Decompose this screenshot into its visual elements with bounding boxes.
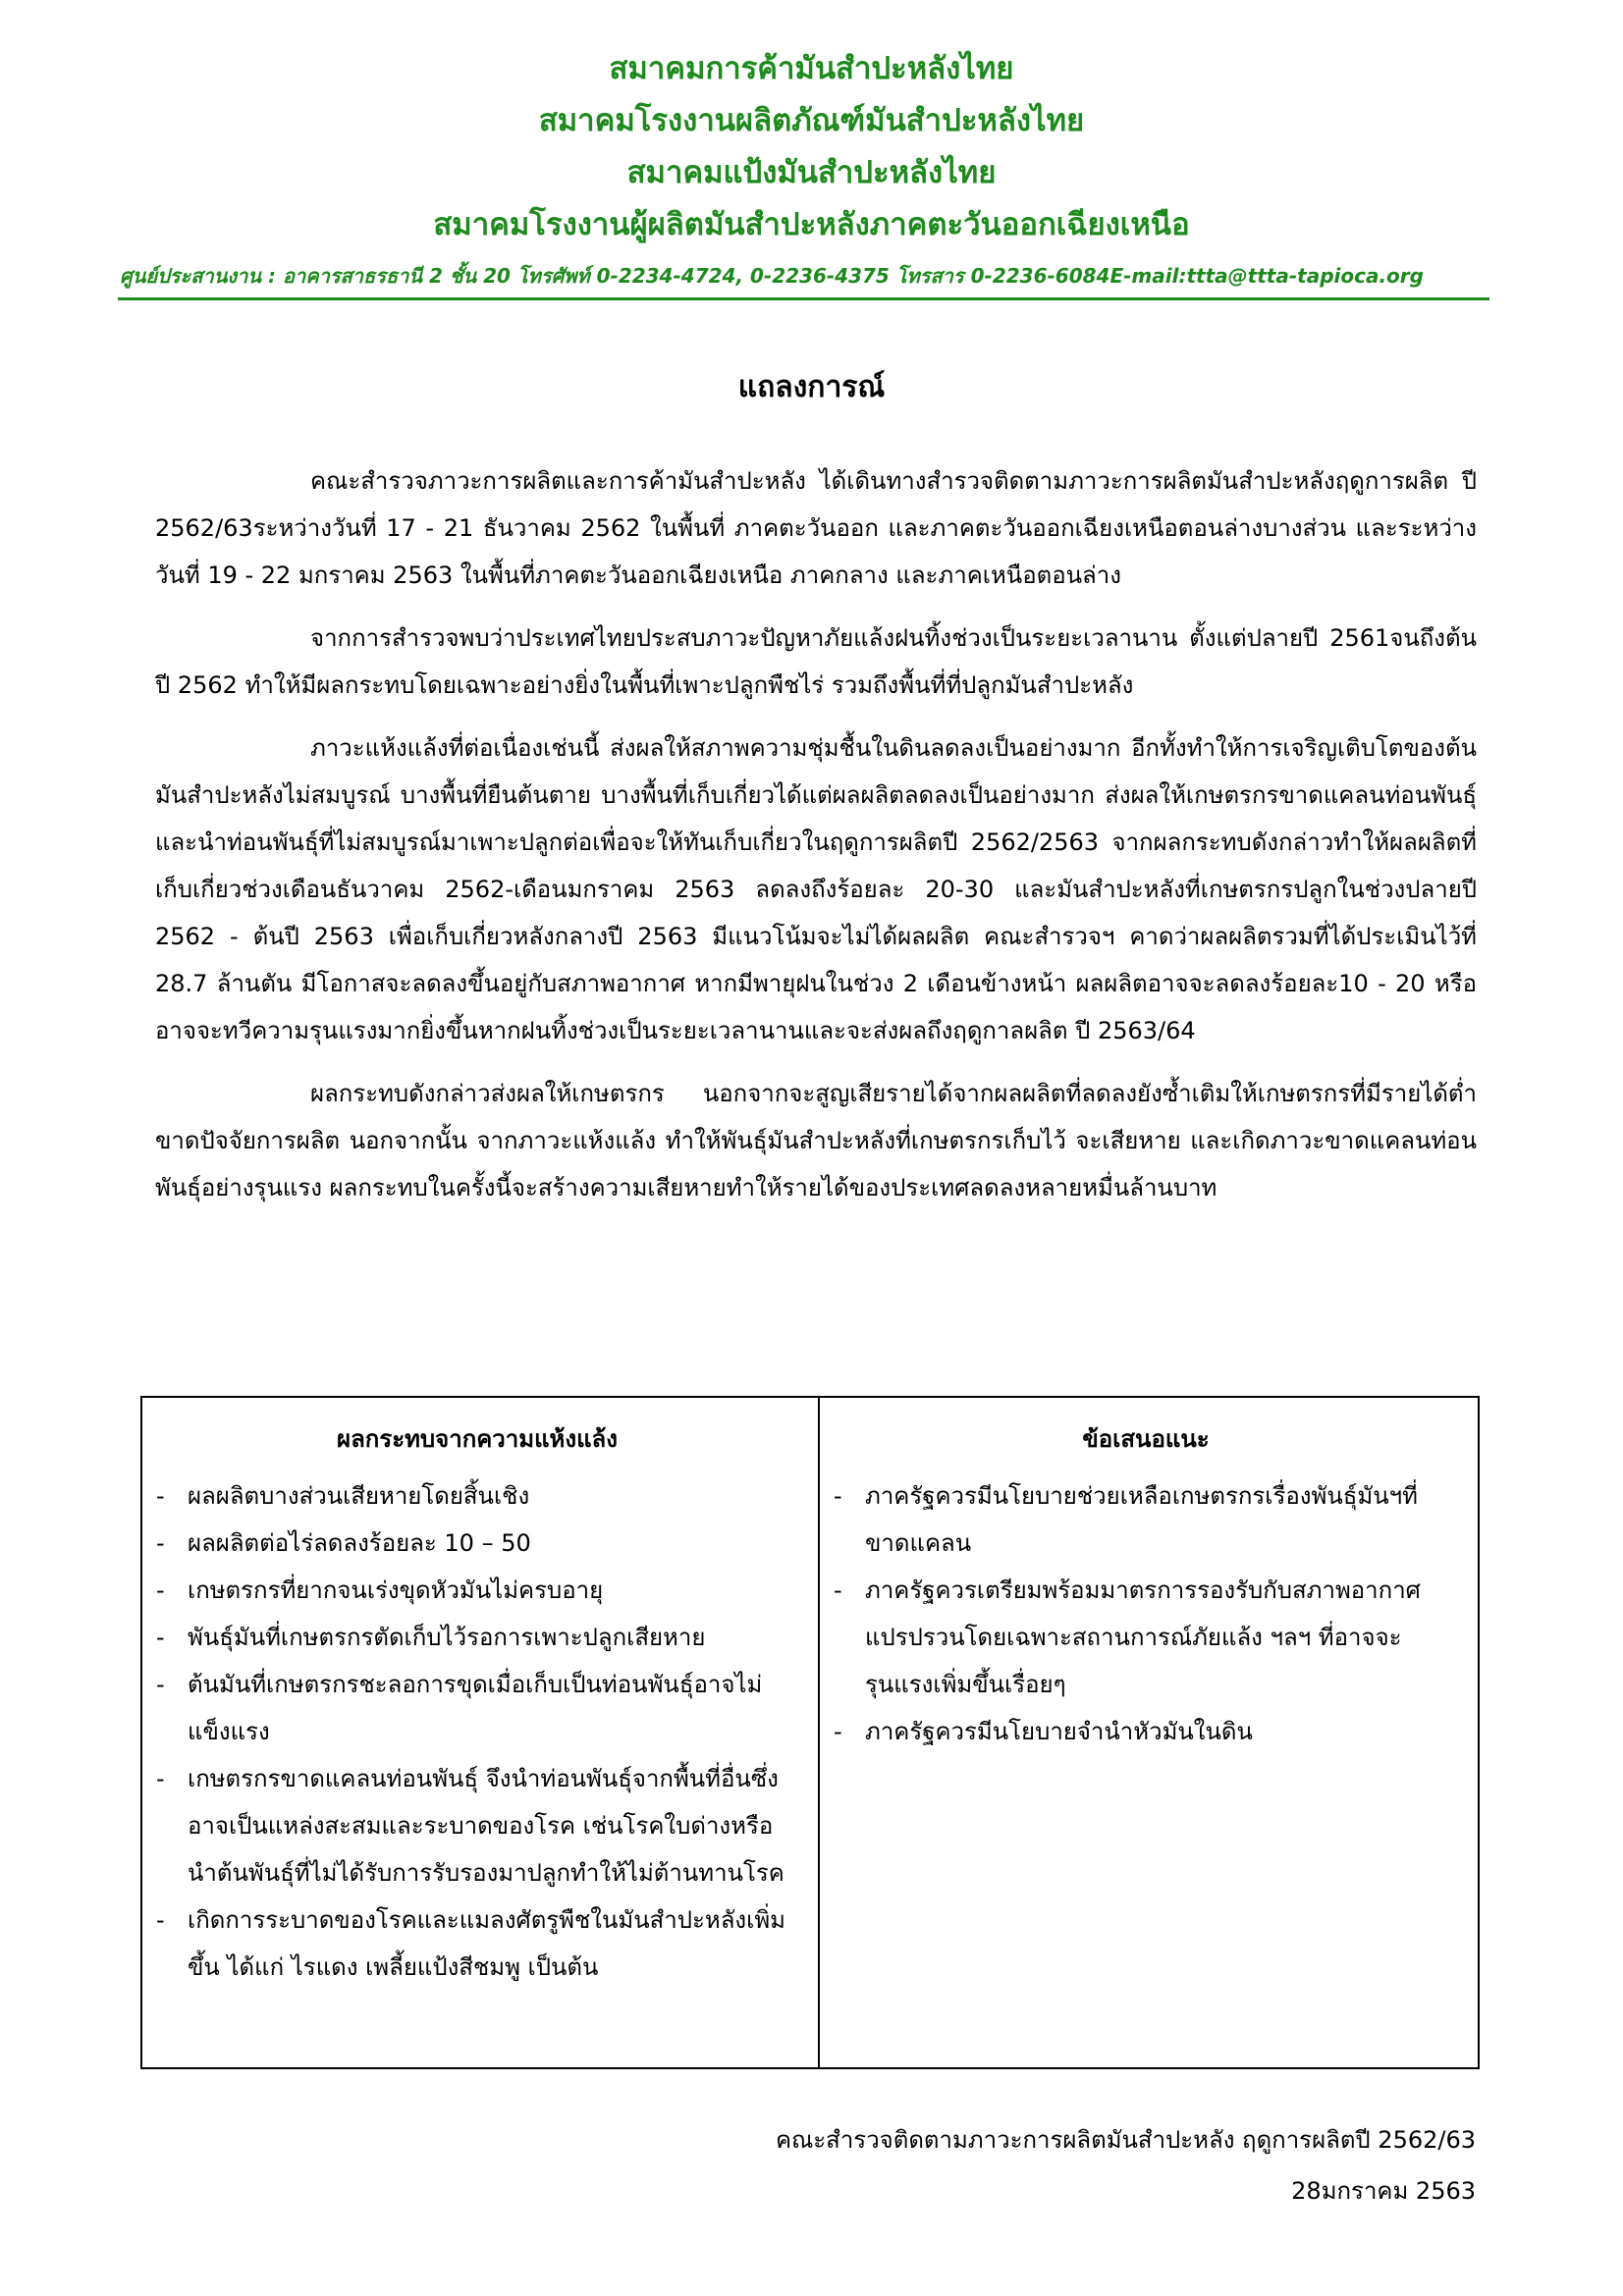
list-item xyxy=(156,1896,798,1991)
recommendation-column xyxy=(820,1398,1478,2067)
impact-column xyxy=(142,1398,820,2067)
association-name-4: สมาคมโรงงานผู้ผลิตมันสำปะหลังภาคตะวันออกเฉียงเหนือ xyxy=(433,207,1190,242)
list-item xyxy=(834,1708,1458,1755)
impact-text: ต้นมันที่เกษตรกรชะลอการขุดเมื่อเก็บเป็นท่อนพันธุ์อาจไม่แข็งแรง xyxy=(188,1671,763,1745)
dash-bullet: - xyxy=(156,1529,165,1557)
association-name-3: สมาคมแป้งมันสำปะหลังไทย xyxy=(626,155,997,190)
list-item xyxy=(156,1567,798,1614)
dash-bullet: - xyxy=(156,1671,165,1698)
impact-recommendation-table xyxy=(140,1396,1480,2069)
list-item xyxy=(156,1520,798,1567)
paragraph-3: ภาวะแห้งแล้งที่ต่อเนื่องเช่นนี้ ส่งผลให้สภาพความชุ่มชื้นในดินลดลงเป็นอย่างมาก อีกทั้งทำให้การเจริญเติบโตของต้นมันสำปะหลังไม่สมบูรณ์ บางพื้นที่ยืนต้นตาย บางพื้นที่เก็บเกี่ยวได้แต่ผลผลิตลดลงเป็นอย่างมาก ส่งผลให้เกษตรกรขาดแคลนท่อนพันธุ์และนำท่อนพันธุ์ที่ไม่สมบูรณ์มาเพาะปลูกต่อเพื่อจะให้ทันเก็บเกี่ยวในฤดูการผลิตปี 2562/2563 จากผลกระทบดังกล่าวทำให้ผลผลิตที่เก็บเกี่ยวช่วงเดือนธันวาคม 2562-เดือนมกราคม 2563 ลดลงถึงร้อยละ 20-30 และมันสำปะหลังที่เกษตรกรปลูกในช่วงปลายปี 2562 - ต้นปี 2563 เพื่อเก็บเกี่ยวหลังกลางปี 2563 มีแนวโน้มจะไม่ได้ผลผลิต คณะสำรวจฯ คาดว่าผลผลิตรวมที่ได้ประเมินไว้ที่ 28.7 ล้านตัน มีโอกาสจะลดลงขึ้นอยู่กับสภาพอากาศ หากมีพายุฝนในช่วง 2 เดือนข้างหน้า ผลผลิตอาจจะลดลงร้อยละ10 - 20 หรืออาจจะทวีความรุนแรงมากยิ่งขึ้นหากฝนทิ้งช่วงเป็นระยะเวลานานและจะส่งผลถึงฤดูกาลผลิต ปี 2563/64 xyxy=(155,734,1477,1044)
paragraph-4: ผลกระทบดังกล่าวส่งผลให้เกษตรกร นอกจากจะสูญเสียรายได้จากผลผลิตที่ลดลงยังซ้ำเติมให้เกษตรกรที่มีรายได้ต่ำขาดปัจจัยการผลิต นอกจากนั้น จากภาวะแห้งแล้ง ทำให้พันธุ์มันสำปะหลังที่เกษตรกรเก็บไว้ จะเสียหาย และเกิดภาวะขาดแคลนท่อนพันธุ์อย่างรุนแรง ผลกระทบในครั้งนี้จะสร้างความเสียหายทำให้รายได้ของประเทศลดลงหลายหมื่นล้านบาท xyxy=(155,1080,1477,1201)
recommendation-header: ข้อเสนอแนะ xyxy=(1082,1425,1210,1453)
association-name-2: สมาคมโรงงานผลิตภัณฑ์มันสำปะหลังไทย xyxy=(538,103,1085,138)
recommendation-list xyxy=(834,1472,1458,1755)
header-divider xyxy=(118,297,1489,300)
list-item xyxy=(156,1614,798,1661)
recommendation-text: ภาครัฐควรมีนโยบายช่วยเหลือเกษตรกรเรื่องพันธุ์มันฯที่ขาดแคลน xyxy=(865,1482,1418,1557)
signature-date: 28มกราคม 2563 xyxy=(1291,2177,1476,2205)
list-item xyxy=(834,1567,1458,1708)
dash-bullet: - xyxy=(156,1765,165,1792)
impact-text: ผลผลิตต่อไร่ลดลงร้อยละ 10 – 50 xyxy=(188,1529,531,1557)
dash-bullet: - xyxy=(834,1576,842,1604)
dash-bullet: - xyxy=(156,1906,165,1934)
list-item xyxy=(834,1472,1458,1567)
dash-bullet: - xyxy=(834,1482,842,1510)
list-item xyxy=(156,1755,798,1896)
impact-text: เกิดการระบาดของโรคและแมลงศัตรูพืชในมันสำปะหลังเพิ่มขึ้น ได้แก่ ไรแดง เพลี้ยแป้งสีชมพู เป็นต้น xyxy=(188,1906,785,1981)
list-item xyxy=(156,1472,798,1520)
impact-text: เกษตรกรขาดแคลนท่อนพันธุ์ จึงนำท่อนพันธุ์จากพื้นที่อื่นซึ่งอาจเป็นแหล่งสะสมและระบาดของโรค เช่นโรคใบด่างหรือนำต้นพันธุ์ที่ไม่ได้รับการรับรองมาปลูกทำให้ไม่ต้านทานโรค xyxy=(188,1765,784,1887)
body-text xyxy=(155,457,1477,1227)
contact-line: ศูนย์ประสานงาน : อาคารสาธรธานี 2 ชั้น 20 โทรศัพท์ 0-2234-4724, 0-2236-4375 โทรสาร 0-2236-6084E-mail:ttta@ttta-tapioca.org xyxy=(120,264,1424,288)
dash-bullet: - xyxy=(834,1718,842,1745)
dash-bullet: - xyxy=(156,1482,165,1510)
paragraph-2: จากการสำรวจพบว่าประเทศไทยประสบภาวะปัญหาภัยแล้งฝนทิ้งช่วงเป็นระยะเวลานาน ตั้งแต่ปลายปี 2561จนถึงต้นปี 2562 ทำให้มีผลกระทบโดยเฉพาะอย่างยิ่งในพื้นที่เพาะปลูกพืชไร่ รวมถึงพื้นที่ที่ปลูกมันสำปะหลัง xyxy=(155,624,1477,699)
impact-text: พันธุ์มันที่เกษตรกรตัดเก็บไว้รอการเพาะปลูกเสียหาย xyxy=(188,1624,706,1651)
list-item xyxy=(156,1661,798,1755)
paragraph-1: คณะสำรวจภาวะการผลิตและการค้ามันสำปะหลัง ได้เดินทางสำรวจติดตามภาวะการผลิตมันสำปะหลังฤดูการผลิต ปี 2562/63ระหว่างวันที่ 17 - 21 ธันวาคม 2562 ในพื้นที่ ภาคตะวันออก และภาคตะวันออกเฉียงเหนือตอนล่างบางส่วน และระหว่างวันที่ 19 - 22 มกราคม 2563 ในพื้นที่ภาคตะวันออกเฉียงเหนือ ภาคกลาง และภาคเหนือตอนล่าง xyxy=(155,467,1477,589)
association-name-1: สมาคมการค้ามันสำปะหลังไทย xyxy=(609,51,1014,86)
impact-header: ผลกระทบจากความแห้งแล้ง xyxy=(337,1425,618,1453)
dash-bullet: - xyxy=(156,1576,165,1604)
recommendation-text: ภาครัฐควรมีนโยบายจำนำหัวมันในดิน xyxy=(865,1718,1253,1745)
recommendation-text: ภาครัฐควรเตรียมพร้อมมาตรการรองรับกับสภาพอากาศแปรปรวนโดยเฉพาะสถานการณ์ภัยแล้ง ฯลฯ ที่อาจจะรุนแรงเพิ่มขึ้นเรื่อยๆ xyxy=(865,1576,1421,1698)
document-title: แถลงการณ์ xyxy=(737,370,886,404)
dash-bullet: - xyxy=(156,1624,165,1651)
signature-committee: คณะสำรวจติดตามภาวะการผลิตมันสำปะหลัง ฤดูการผลิตปี 2562/63 xyxy=(775,2126,1476,2154)
impact-text: เกษตรกรที่ยากจนเร่งขุดหัวมันไม่ครบอายุ xyxy=(188,1576,604,1604)
impact-list xyxy=(156,1472,798,1991)
impact-text: ผลผลิตบางส่วนเสียหายโดยสิ้นเชิง xyxy=(188,1482,530,1510)
